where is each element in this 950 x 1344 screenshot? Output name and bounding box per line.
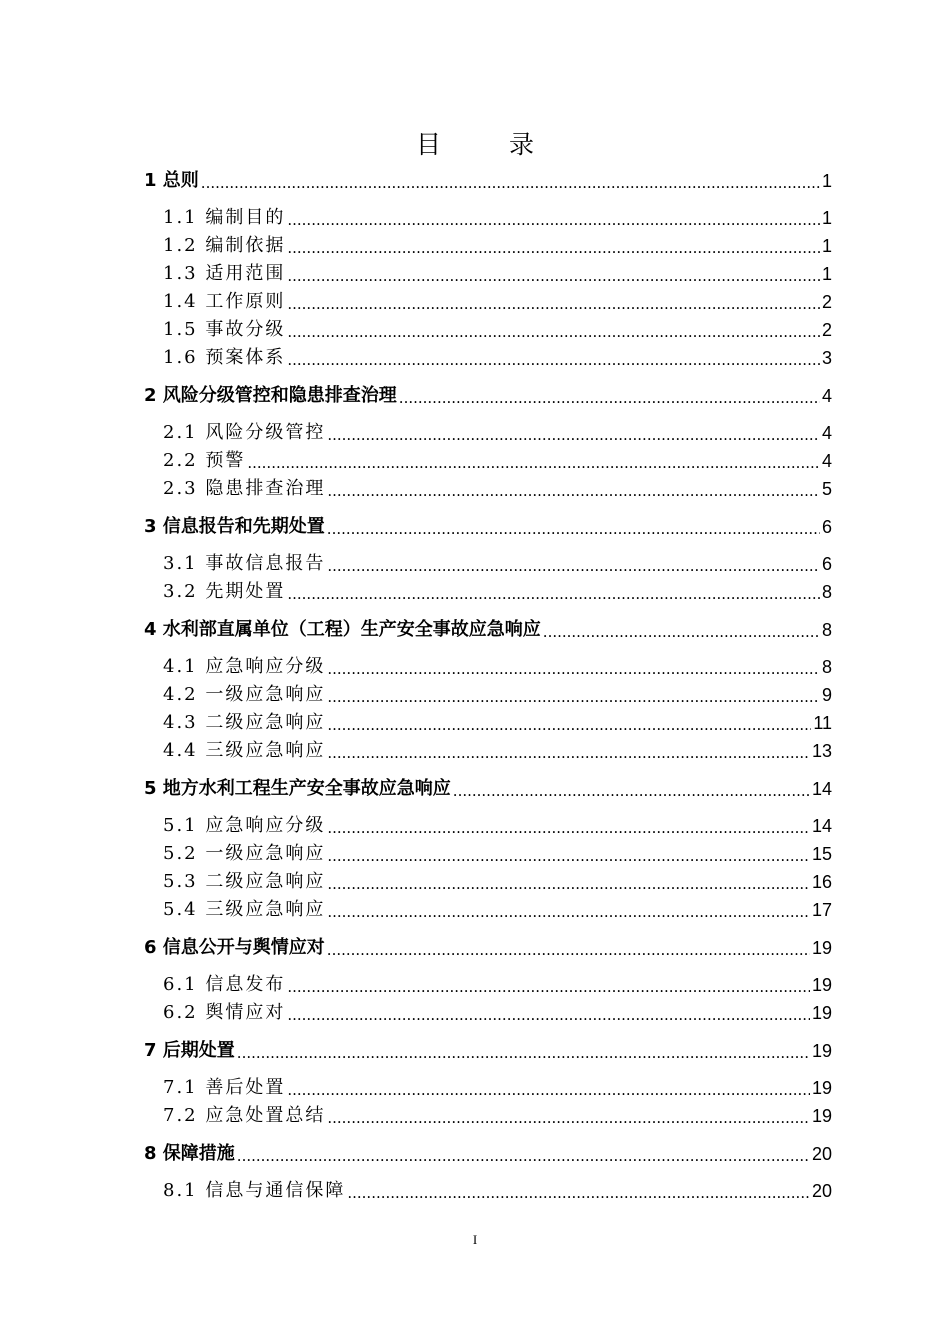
toc-dot-leader — [327, 737, 810, 765]
toc-entry-label: 1.5 事故分级 — [163, 319, 286, 340]
toc-section-entry[interactable] — [144, 840, 832, 868]
toc-dot-leader — [327, 840, 810, 868]
toc-entry-label: 1.4 工作原则 — [163, 291, 286, 312]
toc-section-entry[interactable] — [144, 316, 832, 344]
footer-page-number: I — [472, 1232, 478, 1247]
toc-dot-leader — [287, 344, 820, 372]
toc-entry-label: 2.2 预警 — [163, 450, 246, 471]
toc-entry-page-number: 8 — [821, 582, 832, 602]
toc-entry-page-number: 15 — [811, 844, 832, 864]
toc-section-entry[interactable] — [144, 709, 832, 737]
toc-section-entry[interactable] — [144, 447, 832, 475]
toc-entry-page-number: 14 — [811, 816, 832, 836]
toc-dot-leader — [287, 232, 820, 260]
toc-entry-page-number: 1 — [821, 264, 832, 284]
toc-entry-page-number: 19 — [811, 975, 832, 995]
toc-section-entry[interactable] — [144, 999, 832, 1027]
toc-entry-label: 5.2 一级应急响应 — [163, 843, 326, 864]
toc-entry-label: 4.3 二级应急响应 — [163, 712, 326, 733]
toc-section-entry[interactable] — [144, 896, 832, 924]
toc-entry-label: 1 总则 — [144, 170, 199, 191]
toc-dot-leader — [453, 775, 810, 803]
toc-dot-leader — [327, 681, 820, 709]
toc-entry-label: 5.1 应急响应分级 — [163, 815, 326, 836]
toc-entry-label: 4.4 三级应急响应 — [163, 740, 326, 761]
toc-entry-label: 7.1 善后处置 — [163, 1077, 286, 1098]
toc-dot-leader — [327, 896, 810, 924]
toc-dot-leader — [327, 550, 820, 578]
toc-dot-leader — [327, 812, 810, 840]
toc-entry-page-number: 1 — [821, 171, 832, 191]
toc-entry-label: 3.1 事故信息报告 — [163, 553, 326, 574]
toc-entry-label: 6 信息公开与舆情应对 — [144, 937, 325, 958]
toc-title: 目 录 — [416, 130, 564, 159]
toc-entry-label: 8.1 信息与通信保障 — [163, 1180, 346, 1201]
toc-section-entry[interactable] — [144, 419, 832, 447]
toc-entry-label: 1.3 适用范围 — [163, 263, 286, 284]
toc-entry-label: 8 保障措施 — [144, 1143, 235, 1164]
toc-entry-page-number: 9 — [821, 685, 832, 705]
toc-dot-leader — [247, 447, 820, 475]
toc-entry-page-number: 2 — [821, 320, 832, 340]
toc-entry-page-number: 19 — [811, 1078, 832, 1098]
toc-entry-page-number: 1 — [821, 236, 832, 256]
toc-chapter-entry[interactable] — [144, 774, 832, 803]
toc-section-entry[interactable] — [144, 232, 832, 260]
toc-entry-label: 7 后期处置 — [144, 1040, 235, 1061]
toc-dot-leader — [327, 653, 820, 681]
toc-entry-page-number: 4 — [821, 423, 832, 443]
toc-dot-leader — [287, 316, 820, 344]
toc-entry-label: 7.2 应急处置总结 — [163, 1105, 326, 1126]
toc-section-entry[interactable] — [144, 1102, 832, 1130]
toc-entry-label: 2.1 风险分级管控 — [163, 422, 326, 443]
toc-entry-label: 6.1 信息发布 — [163, 974, 286, 995]
toc-dot-leader — [347, 1177, 810, 1205]
toc-section-entry[interactable] — [144, 1177, 832, 1205]
toc-entry-label: 4.2 一级应急响应 — [163, 684, 326, 705]
toc-entry-page-number: 11 — [813, 713, 832, 733]
toc-dot-leader — [201, 167, 820, 195]
toc-entry-label: 1.6 预案体系 — [163, 347, 286, 368]
toc-entry-label: 5.4 三级应急响应 — [163, 899, 326, 920]
toc-entry-page-number: 17 — [811, 900, 832, 920]
toc-entry-page-number: 19 — [811, 1041, 832, 1061]
toc-section-entry[interactable] — [144, 681, 832, 709]
toc-dot-leader — [327, 1102, 810, 1130]
toc-entry-page-number: 8 — [821, 620, 832, 640]
toc-section-entry[interactable] — [144, 550, 832, 578]
toc-dot-leader — [327, 868, 810, 896]
toc-dot-leader — [399, 382, 820, 410]
toc-dot-leader — [287, 999, 810, 1027]
toc-chapter-entry[interactable] — [144, 1139, 832, 1168]
toc-entry-page-number: 20 — [811, 1144, 832, 1164]
toc-section-entry[interactable] — [144, 204, 832, 232]
toc-entry-page-number: 6 — [821, 554, 832, 574]
toc-section-entry[interactable] — [144, 653, 832, 681]
toc-section-entry[interactable] — [144, 812, 832, 840]
toc-section-entry[interactable] — [144, 344, 832, 372]
toc-entry-page-number: 8 — [821, 657, 832, 677]
table-of-contents — [144, 166, 832, 1205]
toc-entry-label: 6.2 舆情应对 — [163, 1002, 286, 1023]
toc-entry-label: 1.2 编制依据 — [163, 235, 286, 256]
toc-entry-page-number: 3 — [821, 348, 832, 368]
toc-entry-page-number: 19 — [811, 1003, 832, 1023]
toc-dot-leader — [287, 260, 820, 288]
toc-entry-label: 3.2 先期处置 — [163, 581, 286, 602]
toc-section-entry[interactable] — [144, 578, 832, 606]
toc-dot-leader — [327, 513, 820, 541]
toc-entry-label: 3 信息报告和先期处置 — [144, 516, 325, 537]
toc-dot-leader — [287, 1074, 810, 1102]
toc-dot-leader — [237, 1037, 810, 1065]
toc-section-entry[interactable] — [144, 971, 832, 999]
toc-dot-leader — [543, 616, 820, 644]
toc-chapter-entry[interactable] — [144, 166, 832, 195]
toc-section-entry[interactable] — [144, 737, 832, 765]
toc-entry-label: 2 风险分级管控和隐患排查治理 — [144, 385, 397, 406]
toc-entry-label: 4.1 应急响应分级 — [163, 656, 326, 677]
toc-dot-leader — [327, 934, 810, 962]
toc-chapter-entry[interactable] — [144, 1036, 832, 1065]
toc-dot-leader — [327, 709, 811, 737]
toc-dot-leader — [287, 288, 820, 316]
toc-entry-page-number: 4 — [821, 386, 832, 406]
toc-section-entry[interactable] — [144, 288, 832, 316]
toc-section-entry[interactable] — [144, 868, 832, 896]
toc-chapter-entry[interactable] — [144, 615, 832, 644]
toc-entry-page-number: 14 — [811, 779, 832, 799]
toc-chapter-entry[interactable] — [144, 512, 832, 541]
toc-entry-label: 1.1 编制目的 — [163, 207, 286, 228]
toc-entry-page-number: 19 — [811, 1106, 832, 1126]
toc-entry-page-number: 20 — [811, 1181, 832, 1201]
toc-entry-label: 5.3 二级应急响应 — [163, 871, 326, 892]
toc-dot-leader — [327, 419, 820, 447]
toc-chapter-entry[interactable] — [144, 381, 832, 410]
toc-entry-page-number: 1 — [821, 208, 832, 228]
toc-entry-label: 5 地方水利工程生产安全事故应急响应 — [144, 778, 451, 799]
toc-section-entry[interactable] — [144, 475, 832, 503]
toc-dot-leader — [287, 578, 820, 606]
toc-entry-page-number: 16 — [811, 872, 832, 892]
toc-entry-label: 4 水利部直属单位（工程）生产安全事故应急响应 — [144, 619, 541, 640]
toc-chapter-entry[interactable] — [144, 933, 832, 962]
toc-entry-page-number: 6 — [821, 517, 832, 537]
toc-entry-page-number: 2 — [821, 292, 832, 312]
toc-entry-page-number: 19 — [811, 938, 832, 958]
toc-dot-leader — [237, 1140, 810, 1168]
toc-dot-leader — [287, 204, 820, 232]
toc-entry-page-number: 13 — [811, 741, 832, 761]
toc-dot-leader — [327, 475, 820, 503]
toc-entry-page-number: 5 — [821, 479, 832, 499]
toc-section-entry[interactable] — [144, 1074, 832, 1102]
toc-section-entry[interactable] — [144, 260, 832, 288]
toc-entry-label: 2.3 隐患排查治理 — [163, 478, 326, 499]
toc-dot-leader — [287, 971, 810, 999]
toc-entry-page-number: 4 — [821, 451, 832, 471]
